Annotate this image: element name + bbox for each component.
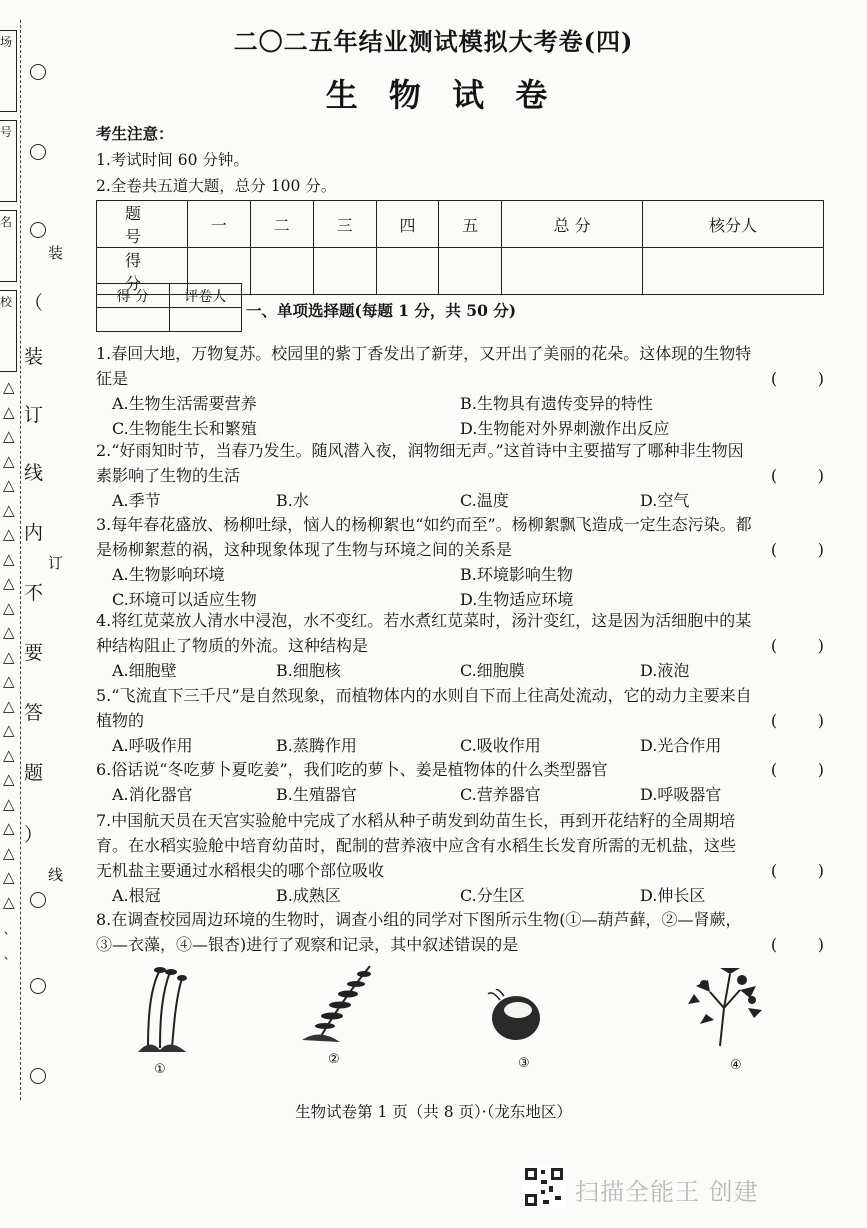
side-label: 线 (48, 866, 64, 884)
triangle-mark: △ (3, 378, 15, 396)
triangle-mark: ˎ (3, 941, 11, 960)
note-item: 1.考试时间 60 分钟。 (96, 151, 249, 169)
answer-option[interactable]: C.营养器官 (460, 785, 541, 804)
answer-option[interactable]: B.蒸腾作用 (276, 736, 357, 755)
score-cell (250, 248, 313, 295)
score-cell (439, 248, 502, 295)
side-label: 订 (48, 554, 64, 572)
info-box (0, 210, 17, 282)
triangle-mark: △ (3, 598, 15, 617)
triangle-mark: △ (3, 623, 15, 641)
score-cell (376, 248, 439, 295)
grader-cell (169, 308, 242, 332)
answer-option[interactable]: B.生物具有遗传变异的特性 (460, 394, 653, 413)
question-text: 5.“飞流直下三千尺”是自然现象，而植物体内的水则自下而上往高处流动，它的动力主要来自 (96, 686, 752, 705)
triangle-mark: △ (3, 892, 15, 911)
triangle-mark: △ (3, 770, 15, 788)
binding-text: ） (24, 824, 44, 846)
answer-option[interactable]: A.消化器官 (112, 785, 193, 804)
question-text: 无机盐主要通过水稻根尖的哪个部位吸收 ( ) (96, 858, 828, 883)
answer-blank: ( ) (770, 636, 824, 655)
binding-hole (30, 1068, 46, 1084)
answer-blank: ( ) (770, 369, 824, 388)
answer-option[interactable]: D.液泡 (640, 661, 690, 680)
notes-heading: 考生注意： (96, 124, 174, 143)
answer-option[interactable]: D.伸长区 (640, 886, 706, 905)
answer-blank: ( ) (770, 760, 824, 779)
info-box (0, 120, 17, 202)
answer-option[interactable]: C.生物能生长和繁殖 (112, 419, 257, 438)
binding-text: 要 (24, 642, 44, 664)
binding-hole (30, 222, 46, 238)
answer-option[interactable]: A.细胞壁 (112, 661, 177, 680)
subject-title: 生 物 试 卷 (325, 76, 558, 114)
binding-hole (30, 144, 46, 160)
question-text: 6.俗话说“冬吃萝卜夏吃姜”，我们吃的萝卜、姜是植物体的什么类型器官 ( ) (96, 757, 828, 782)
info-box-char: 名 (0, 215, 13, 229)
triangle-mark: △ (3, 476, 15, 494)
binding-text: 内 (24, 522, 44, 544)
column-header: 核分人 (642, 201, 823, 248)
answer-option[interactable]: D.空气 (640, 491, 690, 510)
figure-label: ③ (518, 1056, 530, 1071)
answer-option[interactable]: D.光合作用 (640, 736, 722, 755)
info-box-char: 校 (0, 295, 13, 309)
answer-blank: ( ) (770, 711, 824, 730)
answer-blank: ( ) (770, 861, 824, 880)
answer-blank: ( ) (770, 935, 824, 954)
figure-label: ② (328, 1052, 340, 1067)
grader-label: 得 分 (97, 284, 170, 308)
binding-text: （ (24, 292, 44, 314)
moss-icon (130, 958, 190, 1058)
triangle-mark: △ (3, 647, 15, 666)
binding-text: 答 (24, 702, 44, 724)
answer-option[interactable]: B.生殖器官 (276, 785, 357, 804)
binding-text: 题 (24, 762, 44, 784)
info-box (0, 290, 17, 372)
answer-option[interactable]: C.细胞膜 (460, 661, 525, 680)
question-text: 8.在调查校园周边环境的生物时，调查小组的同学对下图所示生物(①—葫芦藓，②—肾蕨， (96, 910, 742, 929)
answer-option[interactable]: B.细胞核 (276, 661, 341, 680)
score-cell (313, 248, 376, 295)
figure-label: ① (154, 1062, 166, 1077)
answer-option[interactable]: A.呼吸作用 (112, 736, 193, 755)
answer-option[interactable]: C.分生区 (460, 886, 525, 905)
answer-option[interactable]: B.成熟区 (276, 886, 341, 905)
answer-option[interactable]: A.生物影响环境 (112, 565, 225, 584)
score-cell (502, 248, 643, 295)
binding-hole (30, 978, 46, 994)
binding-text: 线 (24, 462, 44, 484)
answer-option[interactable]: D.生物能对外界刺激作出反应 (460, 419, 670, 438)
column-header: 三 (313, 201, 376, 248)
question-text: 3.每年春花盛放、杨柳吐绿，恼人的杨柳絮也“如约而至”。杨柳絮飘飞造成一定生态污染。都 (96, 515, 752, 534)
binding-text: 订 (24, 404, 44, 426)
binding-margin (0, 0, 90, 1228)
answer-option[interactable]: A.根冠 (112, 886, 161, 905)
info-box-char: 号 (0, 125, 13, 139)
triangle-mark: △ (3, 794, 15, 813)
triangle-mark: △ (3, 745, 15, 764)
triangle-mark: △ (3, 696, 15, 715)
column-header: 总 分 (502, 201, 643, 248)
question-text: 植物的 ( ) (96, 708, 828, 733)
question-text: 1.春回大地，万物复苏。校园里的紫丁香发出了新芽，又开出了美丽的花朵。这体现的生物特 (96, 344, 752, 363)
triangle-mark: ˎ (3, 917, 11, 935)
score-cell (642, 248, 823, 295)
binding-hole (30, 892, 46, 908)
answer-option[interactable]: C.环境可以适应生物 (112, 590, 257, 609)
scanner-watermark: 扫描全能王 创建 (575, 1178, 759, 1206)
triangle-mark: △ (3, 721, 15, 739)
side-label: 装 (48, 244, 64, 262)
triangle-mark: △ (3, 574, 15, 592)
answer-blank: ( ) (770, 466, 824, 485)
triangle-mark: △ (3, 819, 15, 837)
triangle-mark: △ (3, 525, 15, 543)
answer-option[interactable]: B.环境影响生物 (460, 565, 573, 584)
grader-label: 评卷人 (169, 284, 242, 308)
exam-title: 二〇二五年结业测试模拟大考卷(四) (233, 27, 634, 56)
answer-option[interactable]: D.呼吸器官 (640, 785, 722, 804)
question-text: 2.“好雨知时节，当春乃发生。随风潜入夜，润物细无声。”这首诗中主要描写了哪种非生物因 (96, 441, 744, 460)
answer-option[interactable]: B.水 (276, 491, 309, 510)
qr-code-icon (523, 1166, 565, 1208)
answer-option[interactable]: A.生物生活需要营养 (112, 394, 257, 413)
triangle-mark: △ (3, 868, 15, 886)
question-text: 育。在水稻实验舱中培育幼苗时，配制的营养液中应含有水稻生长发育所需的无机盐，这些 (96, 836, 737, 855)
fern-icon (300, 958, 380, 1048)
section-title: 一、单项选择题(每题 1 分，共 50 分) (246, 301, 517, 320)
column-header: 一 (188, 201, 251, 248)
column-header: 五 (439, 201, 502, 248)
column-header: 二 (250, 201, 313, 248)
answer-option[interactable]: A.季节 (112, 491, 161, 510)
triangle-mark: △ (3, 500, 15, 519)
alga-icon (486, 988, 546, 1044)
question-text: 是杨柳絮惹的祸，这种现象体现了生物与环境之间的关系是 ( ) (96, 537, 828, 562)
answer-option[interactable]: C.温度 (460, 491, 509, 510)
triangle-mark: △ (3, 672, 15, 690)
score-table (96, 200, 824, 295)
column-header: 四 (376, 201, 439, 248)
figure-label: ④ (730, 1058, 742, 1073)
triangle-mark: △ (3, 451, 15, 470)
ginkgo-icon (680, 962, 770, 1048)
triangle-mark: △ (3, 427, 15, 445)
binding-text: 不 (24, 582, 44, 604)
triangle-mark: △ (3, 402, 15, 421)
question-text: 种结构阻止了物质的外流。这种结构是 ( ) (96, 633, 828, 658)
grader-box (96, 283, 242, 332)
answer-option[interactable]: D.生物适应环境 (460, 590, 574, 609)
row-label: 题 号 (97, 201, 188, 248)
question-text: 4.将红苋菜放人清水中浸泡，水不变红。若水煮红苋菜时，汤汁变红，这是因为活细胞中的某 (96, 611, 752, 630)
cut-line (20, 20, 21, 1100)
figure-row (120, 958, 820, 1078)
answer-option[interactable]: C.吸收作用 (460, 736, 541, 755)
table-row (97, 201, 824, 248)
row-label: 得 分 (97, 248, 188, 295)
triangle-mark: △ (3, 549, 15, 568)
binding-text: 装 (24, 346, 44, 368)
question-text: ③—衣藻，④—银杏)进行了观察和记录，其中叙述错误的是 ( ) (96, 932, 828, 957)
note-item: 2.全卷共五道大题，总分 100 分。 (96, 177, 337, 195)
question-text: 7.中国航天员在天宫实验舱中完成了水稻从种子萌发到幼苗生长，再到开花结籽的全周期培 (96, 811, 736, 830)
triangle-mark: △ (3, 843, 15, 862)
question-text: 征是 ( ) (96, 366, 828, 391)
page-footer: 生物试卷第 1 页（共 8 页）·（龙东地区） (295, 1103, 572, 1121)
question-text: 素影响了生物的生活 ( ) (96, 463, 828, 488)
info-box-char: 场 (0, 35, 13, 49)
answer-blank: ( ) (770, 540, 824, 559)
grader-cell (97, 308, 170, 332)
